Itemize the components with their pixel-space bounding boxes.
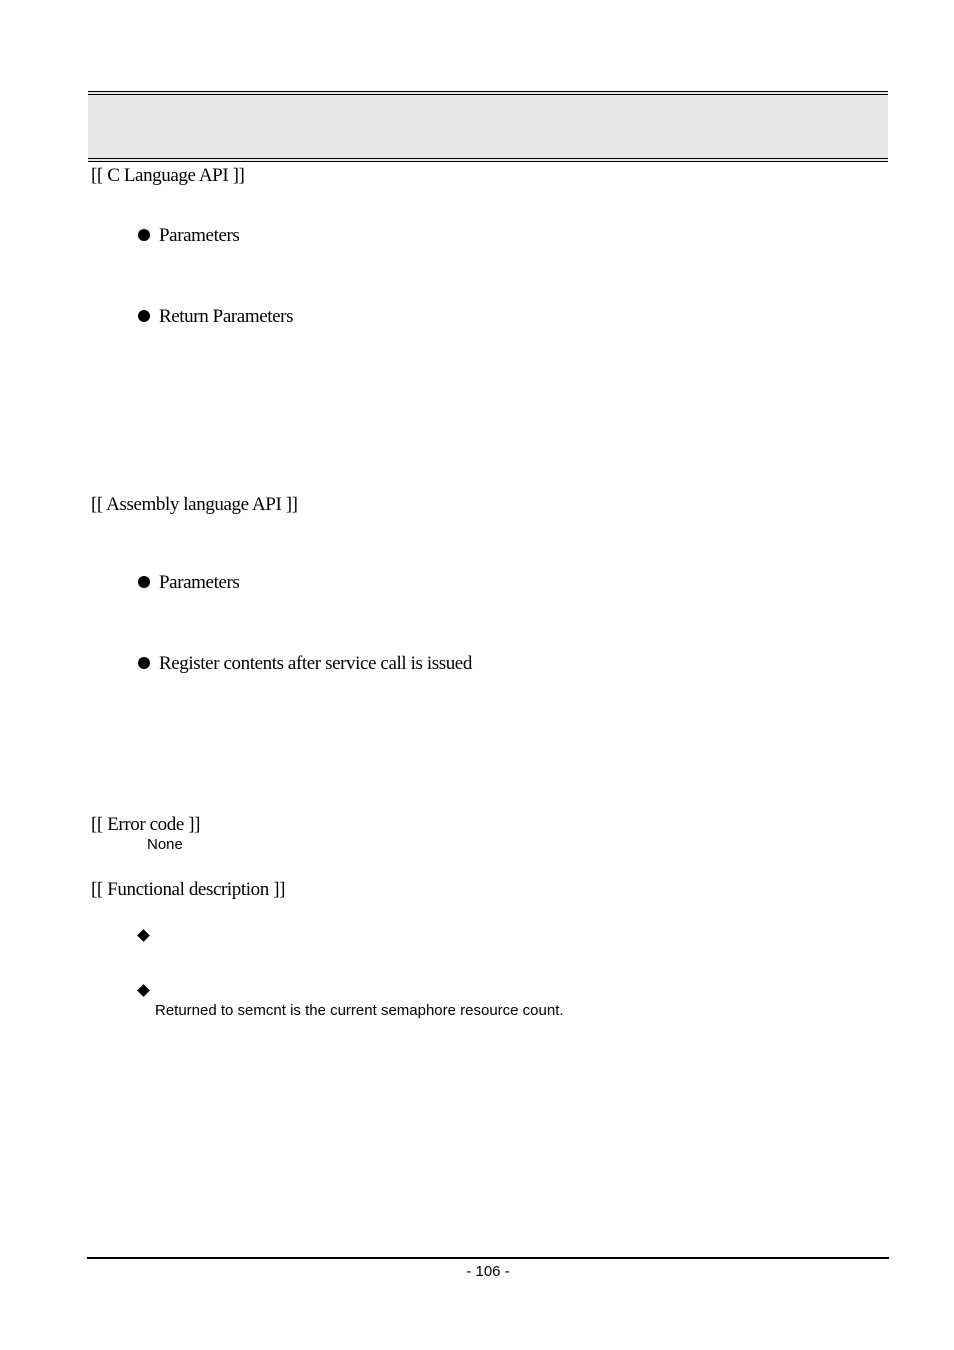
asm-api-register-contents-item xyxy=(138,654,472,674)
c-api-return-parameters-item xyxy=(138,307,293,327)
bullet-icon xyxy=(138,310,150,322)
c-language-api-heading: [[ C Language API ]] xyxy=(91,165,245,186)
diamond-bullet-icon xyxy=(137,929,150,942)
bullet-icon xyxy=(138,229,150,241)
error-code-heading: [[ Error code ]] xyxy=(91,814,201,835)
asm-api-parameters-item xyxy=(138,573,239,593)
footer-divider xyxy=(87,1257,889,1259)
bullet-icon xyxy=(138,576,150,588)
section-title-box xyxy=(88,91,888,162)
c-api-parameters-item xyxy=(138,226,239,246)
asm-api-register-contents-label: Register contents after service call is issued xyxy=(159,653,472,674)
functional-description-item-2: Returned to semcnt is the current semaphore resource count. xyxy=(155,1002,564,1019)
error-code-value: None xyxy=(147,836,183,853)
asm-api-parameters-label: Parameters xyxy=(159,572,240,593)
c-api-parameters-label: Parameters xyxy=(159,225,240,246)
bullet-icon xyxy=(138,657,150,669)
page-number: - 106 - xyxy=(466,1263,510,1280)
functional-description-heading: [[ Functional description ]] xyxy=(91,879,286,900)
c-api-return-parameters-label: Return Parameters xyxy=(159,306,294,327)
diamond-bullet-icon xyxy=(137,984,150,997)
assembly-language-api-heading: [[ Assembly language API ]] xyxy=(91,494,298,515)
